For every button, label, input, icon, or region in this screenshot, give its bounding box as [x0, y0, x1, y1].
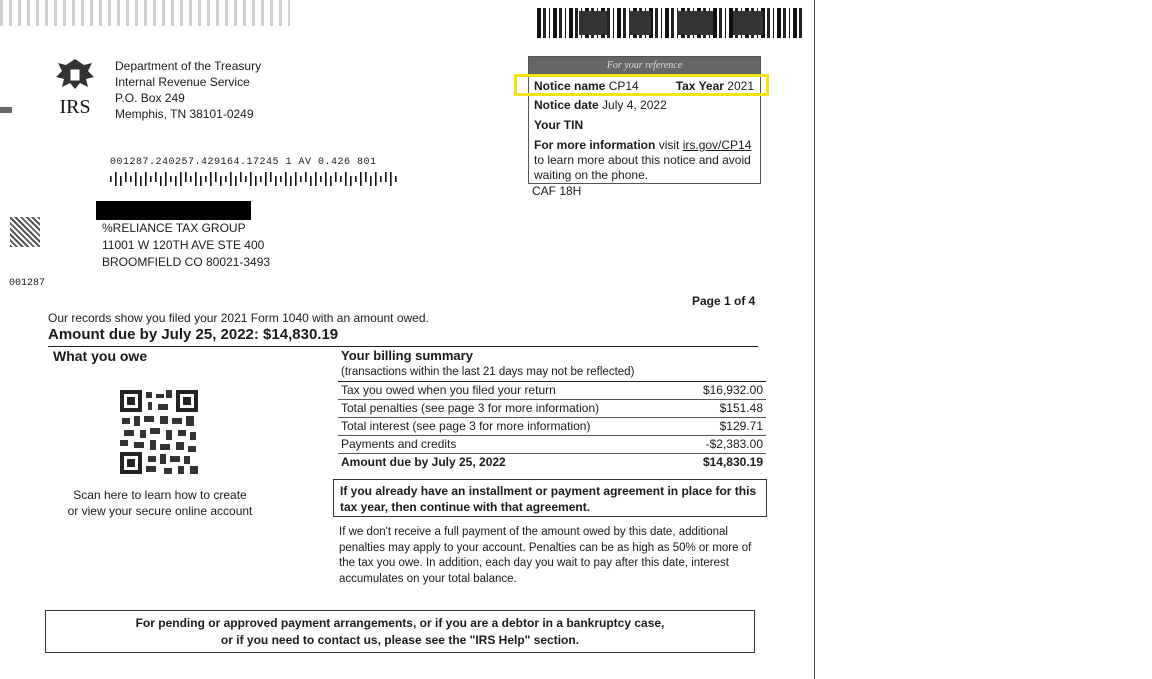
penalty-warning: If we don't receive a full payment of the amount owed by this date, additional penalties may apply to your account. Penalties can be as high as 50% or more of the tax you owe. In addition, each day you wait to pay after this date, interest accumulates on your total balance. [339, 526, 752, 585]
tax-year-value: 2021 [727, 79, 754, 93]
billing-row [338, 418, 766, 436]
agency-line: Internal Revenue Service [115, 75, 250, 89]
agency-line: P.O. Box 249 [115, 91, 185, 105]
billing-row [338, 382, 766, 400]
more-info-label: For more information [534, 138, 656, 152]
tin-label: Your TIN [534, 118, 584, 132]
billing-total-row [338, 454, 766, 471]
billing-label: Tax you owed when you filed your return [341, 383, 556, 397]
page-edge [814, 0, 815, 679]
help-note-box [45, 610, 755, 653]
recipient-line: BROOMFIELD CO 80021-3493 [102, 255, 271, 269]
agency-address [115, 58, 261, 122]
highlight-box [514, 74, 769, 96]
intro-text: Our records show you filed your 2021 Form 1040 with an amount owed. [48, 311, 429, 325]
more-info-text: visit [658, 138, 680, 152]
barcode-2d [537, 8, 802, 38]
recipient-line: %RELIANCE TAX GROUP [102, 221, 246, 235]
billing-amount: $16,932.00 [702, 383, 763, 397]
qr-caption [60, 487, 260, 519]
agency-line: Memphis, TN 38101-0249 [115, 107, 254, 121]
reference-header: For your reference [529, 57, 760, 75]
agency-line: Department of the Treasury [115, 59, 262, 73]
irs-eagle-logo [52, 57, 98, 117]
qr-caption-line: or view your secure online account [67, 504, 253, 518]
more-info-text: waiting on the phone. [534, 168, 649, 182]
more-info-text: to learn more about this notice and avoid [534, 153, 751, 167]
billing-label: Total penalties (see page 3 for more information) [341, 401, 600, 415]
irs-cp14-link[interactable]: irs.gov/CP14 [682, 138, 752, 152]
svg-text:IRS: IRS [59, 96, 91, 117]
scan-mark [0, 107, 12, 113]
billing-total-label: Amount due by July 25, 2022 [341, 455, 506, 469]
notice-name-value: CP14 [608, 79, 639, 93]
help-note-line: or if you need to contact us, please see the "IRS Help" section. [220, 633, 580, 647]
tax-year-label: Tax Year [675, 79, 724, 93]
billing-summary-title: Your billing summary [341, 348, 473, 363]
scanline: 001287.240257.429164.17245 1 AV 0.426 801 [110, 157, 377, 168]
billing-amount: $129.71 [719, 419, 763, 433]
billing-row [338, 436, 766, 454]
recipient-line: 11001 W 120TH AVE STE 400 [102, 238, 265, 252]
amount-due-heading: Amount due by July 25, 2022: $14,830.19 [48, 326, 339, 343]
what-you-owe-heading: What you owe [53, 348, 148, 364]
qr-caption-line: Scan here to learn how to create [73, 488, 247, 502]
billing-label: Payments and credits [341, 437, 457, 451]
notice-date-value: July 4, 2022 [602, 98, 667, 112]
billing-summary-subtitle: (transactions within the last 21 days may not be reflected) [341, 366, 635, 378]
billing-table [338, 382, 766, 471]
help-note-line: For pending or approved payment arrangements, or if you are a debtor in a bankruptcy case, [135, 616, 665, 630]
redaction-bar [96, 201, 251, 220]
billing-amount: -$2,383.00 [705, 437, 763, 451]
recipient-address [102, 220, 270, 271]
section-rule [48, 346, 758, 347]
notice-date-line [534, 98, 667, 112]
more-info [534, 138, 759, 183]
page-number: Page 1 of 4 [692, 294, 756, 308]
postal-barcode [110, 172, 400, 186]
scan-artifact [0, 0, 290, 26]
billing-row [338, 400, 766, 418]
caf-code: CAF 18H [532, 184, 582, 198]
billing-label: Total interest (see page 3 for more information) [341, 419, 591, 433]
document-id: 001287 [9, 278, 46, 289]
billing-amount: $151.48 [719, 401, 763, 415]
notice-name-label: Notice name [534, 79, 606, 93]
qr-code[interactable] [120, 390, 198, 474]
small-2d-code [10, 217, 40, 247]
installment-note: If you already have an installment or payment agreement in place for this tax year, then continue with that agreement. [333, 479, 767, 517]
notice-date-label: Notice date [534, 98, 599, 112]
billing-total-amount: $14,830.19 [702, 455, 763, 469]
